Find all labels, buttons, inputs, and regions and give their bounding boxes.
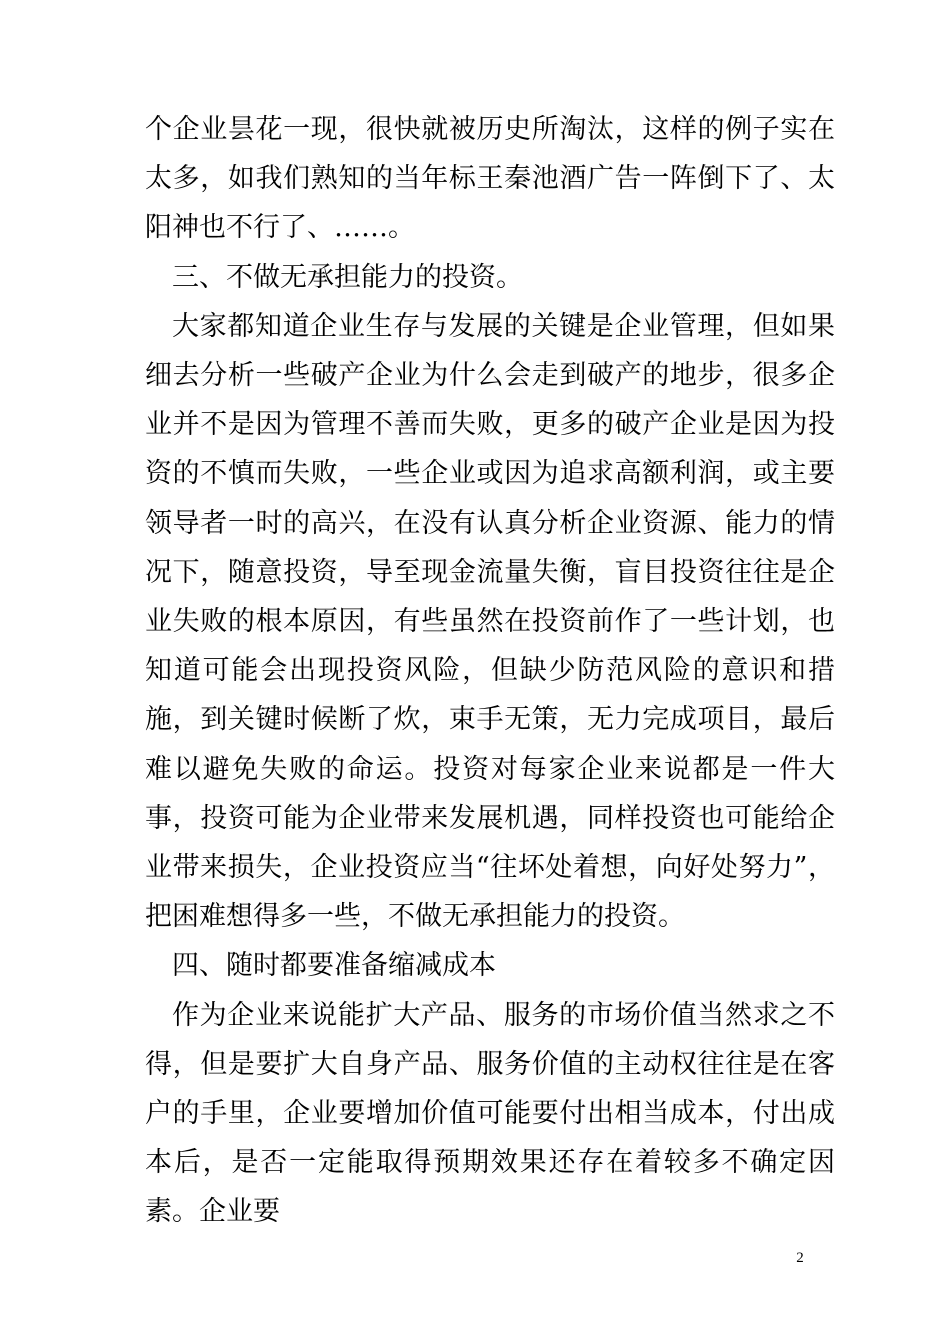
body-text (145, 105, 835, 1237)
page-number: 2 (796, 1250, 804, 1266)
section-heading-4: 四、随时都要准备缩减成本 (172, 950, 496, 982)
paragraph-investment: 大家都知道企业生存与发展的关键是企业管理，但如果细去分析一些破产企业为什么会走到破产的地步，很多企业并不是因为管理不善而失败，更多的破产企业是因为投资的不慎而失败，一些企业或因为追求高额利润，或主要领导者一时的高兴，在没有认真分析企业资源、能力的情况下，随意投资，导至现金流量失衡，盲目投资往往是企业失败的根本原因，有些虽然在投资前作了一些计划，也知道可能会出现投资风险，但缺少防范风险的意识和措施，到关键时候断了炊，束手无策，无力完成项目，最后难以避免失败的命运。投资对每家企业来说都是一件大事，投资可能为企业带来发展机遇，同样投资也可能给企业带来损失，企业投资应当“往坏处着想，向好处努力”，把困难想得多一些，不做无承担能力的投资。 (145, 310, 835, 933)
paragraph-cost: 作为企业来说能扩大产品、服务的市场价值当然求之不得，但是要扩大自身产品、服务价值的主动权往往是在客户的手里，企业要增加价值可能要付出相当成本，付出成本后，是否一定能取得预期效果还存在着较多不确定因素。企业要 (145, 999, 835, 1228)
section-heading-3: 三、不做无承担能力的投资。 (172, 261, 523, 293)
paragraph-1: 个企业昙花一现，很快就被历史所淘汰，这样的例子实在太多，如我们熟知的当年标王秦池酒广告一阵倒下了、太阳神也不行了、……。 (145, 114, 835, 244)
